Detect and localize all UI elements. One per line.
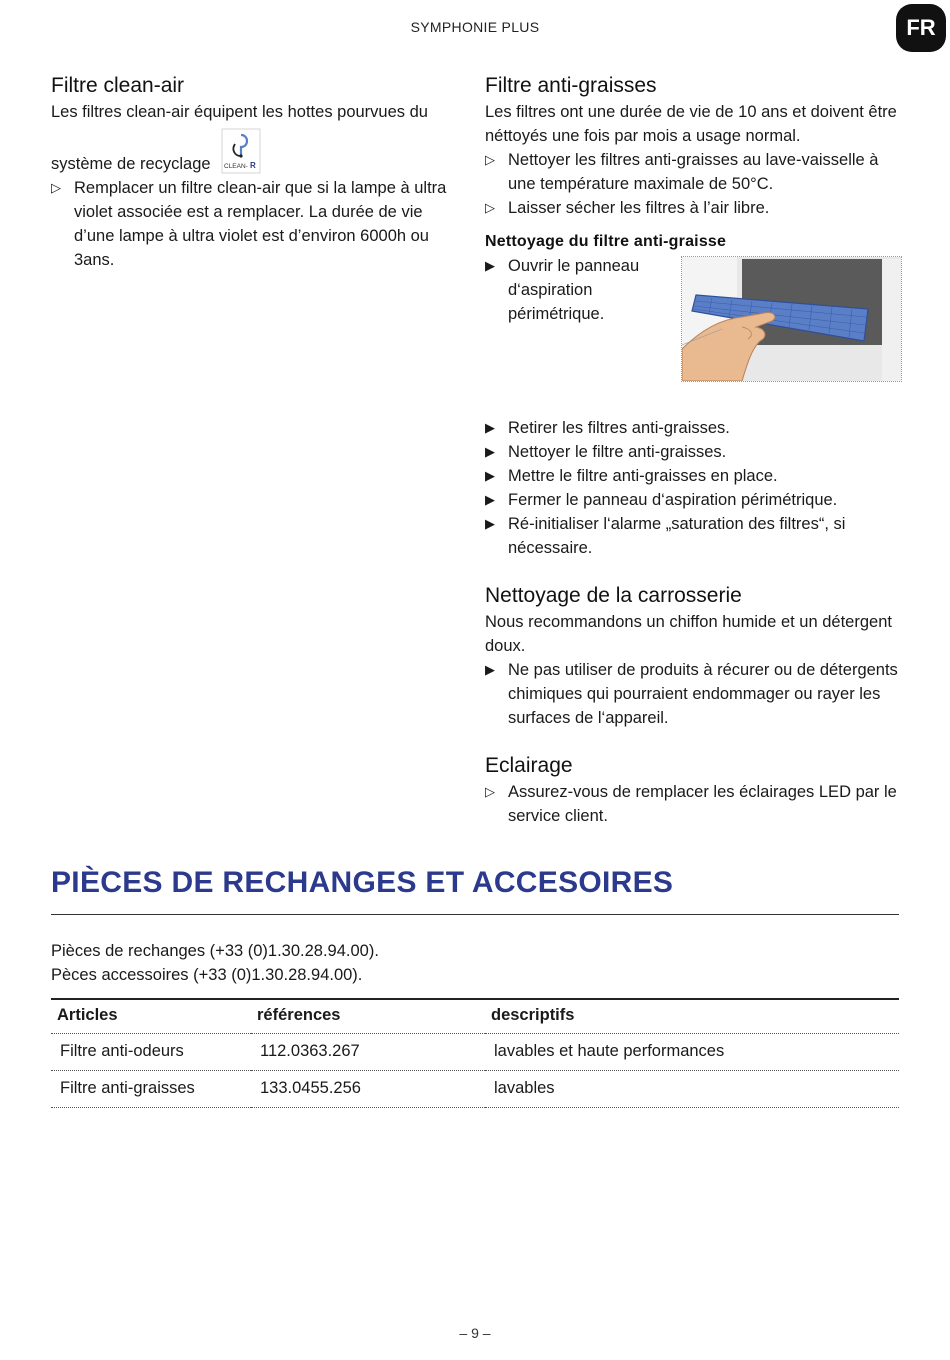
page-number: – 9 – bbox=[459, 1325, 491, 1341]
list-item: ▶ Retirer les filtres anti-graisses. bbox=[485, 416, 905, 440]
filter-cleaning-steps bbox=[485, 416, 905, 560]
grease-filter-list bbox=[485, 148, 905, 220]
list-item: ▷ Nettoyer les filtres anti-graisses au lave-vaisselle à une température maximale de 50°C. bbox=[485, 148, 905, 196]
clean-air-heading: Filtre clean-air bbox=[51, 74, 185, 97]
column-header-descriptions: descriptifs bbox=[485, 999, 899, 1034]
column-header-articles: Articles bbox=[51, 999, 251, 1034]
open-triangle-icon: ▷ bbox=[485, 152, 495, 167]
clean-air-section bbox=[51, 72, 461, 272]
list-item: ▶ Ouvrir le panneau d‘aspiration périmétrique. bbox=[485, 254, 665, 326]
filled-triangle-icon: ▶ bbox=[485, 258, 495, 273]
grease-filter-heading: Filtre anti-graisses bbox=[485, 74, 657, 97]
section-divider bbox=[51, 914, 899, 915]
body-cleaning-list bbox=[485, 658, 905, 730]
table-cell: Filtre anti-odeurs bbox=[51, 1034, 251, 1071]
filled-triangle-icon: ▶ bbox=[485, 420, 495, 435]
lighting-heading: Eclairage bbox=[485, 754, 573, 777]
list-item: ▷ Remplacer un filtre clean-air que si la lampe à ultra violet associée est a remplacer. La durée de vie d’une lampe à ultra violet est d’environ 6000h ou 3ans. bbox=[51, 176, 461, 272]
body-cleaning-heading: Nettoyage de la carrosserie bbox=[485, 584, 742, 607]
table-row bbox=[51, 1034, 899, 1071]
hand-opening-panel-image bbox=[682, 257, 901, 381]
table-cell: Filtre anti-graisses bbox=[51, 1071, 251, 1108]
filled-triangle-icon: ▶ bbox=[485, 516, 495, 531]
table-cell: 133.0455.256 bbox=[251, 1071, 485, 1108]
filled-triangle-icon: ▶ bbox=[485, 444, 495, 459]
table-cell: lavables et haute performances bbox=[485, 1034, 899, 1071]
list-item: ▶ Ré-initialiser l‘alarme „saturation des filtres“, si nécessaire. bbox=[485, 512, 905, 560]
list-item: ▷ Assurez-vous de remplacer les éclairages LED par le service client. bbox=[485, 780, 905, 828]
list-item: ▶ Ne pas utiliser de produits à récurer ou de détergents chimiques qui pourraient endommager ou rayer les surfaces de l‘appareil. bbox=[485, 658, 905, 730]
list-item: ▶ Fermer le panneau d‘aspiration périmétrique. bbox=[485, 488, 905, 512]
document-header-title: SYMPHONIE PLUS bbox=[410, 19, 540, 35]
spare-parts-contact: Pièces de rechanges (+33 (0)1.30.28.94.00). bbox=[51, 942, 379, 960]
list-item: ▶ Mettre le filtre anti-graisses en place. bbox=[485, 464, 905, 488]
open-triangle-icon: ▷ bbox=[51, 180, 61, 195]
column-header-references: références bbox=[251, 999, 485, 1034]
parts-contact bbox=[51, 939, 899, 987]
parts-table bbox=[51, 998, 899, 1108]
filled-triangle-icon: ▶ bbox=[485, 662, 495, 677]
open-triangle-icon: ▷ bbox=[485, 784, 495, 799]
clean-air-intro: Les filtres clean-air équipent les hottes pourvues du bbox=[51, 103, 428, 121]
clean-air-list bbox=[51, 176, 461, 272]
clean-logo-letter: R bbox=[249, 161, 256, 170]
table-row bbox=[51, 1071, 899, 1108]
maintenance-column bbox=[485, 72, 905, 828]
open-triangle-icon: ▷ bbox=[485, 200, 495, 215]
list-item: ▷ Laisser sécher les filtres à l’air libre. bbox=[485, 196, 905, 220]
clean-r-logo-icon bbox=[221, 128, 261, 174]
lighting-list bbox=[485, 780, 905, 828]
grease-filter-intro: Les filtres ont une durée de vie de 10 ans et doivent être néttoyés une fois par mois a usage normal. bbox=[485, 103, 897, 145]
body-cleaning-intro: Nous recommandons un chiffon humide et un détergent doux. bbox=[485, 613, 892, 655]
table-header-row bbox=[51, 999, 899, 1034]
filter-removal-illustration bbox=[681, 256, 902, 382]
table-cell: 112.0363.267 bbox=[251, 1034, 485, 1071]
filled-triangle-icon: ▶ bbox=[485, 468, 495, 483]
table-cell: lavables bbox=[485, 1071, 899, 1108]
parts-section-title: PIÈCES DE RECHANGES ET ACCESOIRES bbox=[51, 866, 674, 899]
language-badge: FR bbox=[896, 4, 946, 52]
filter-cleaning-first-step bbox=[485, 254, 665, 326]
accessories-contact: Pèces accessoires (+33 (0)1.30.28.94.00). bbox=[51, 966, 363, 984]
clean-logo-text: CLEAN- bbox=[223, 163, 248, 170]
clean-air-intro-continued: système de recyclage bbox=[51, 155, 211, 173]
filter-cleaning-heading: Nettoyage du filtre anti-graisse bbox=[485, 233, 727, 250]
recycling-line bbox=[51, 128, 461, 176]
filled-triangle-icon: ▶ bbox=[485, 492, 495, 507]
list-item: ▶ Nettoyer le filtre anti-graisses. bbox=[485, 440, 905, 464]
